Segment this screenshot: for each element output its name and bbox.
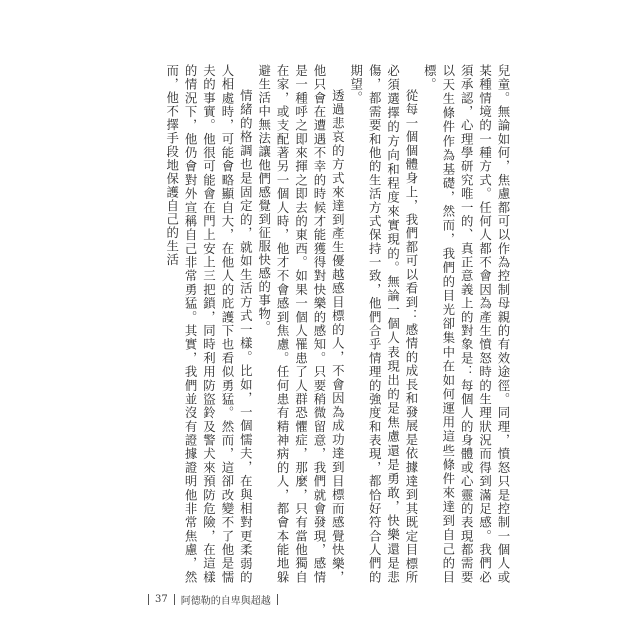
vertical-text-body bbox=[162, 64, 512, 584]
footer-divider-left bbox=[148, 594, 149, 605]
paragraph-3: 透過悲哀的方式來達到產生優越感目標的人，不會因為成功達到目標而感覺快樂，他只會在遭遇不幸的時候才能獲得對快樂的感知。只要稍微留意，我們就會發現，感情是一種呼之即來揮之即去的東西。如果一個人罹患了人群恐懼症，那麼，只有當他獨自在家，或支配著另一個人時，他才不會感到焦慮。任何患有精神病的人，都會本能地躲避生活中無法讓他們感覺到征服快感的事物。 bbox=[256, 64, 346, 584]
paragraph-4: 情緒的格調也是固定的，就如生活方式一樣。比如，一個懦夫，在與相對更柔弱的人相處時，可能會略顯自大，在他人的庇護下也看似勇猛。然而，這卻改變不了他是懦夫的事實。他很可能會在門上安上三把鎖，同時利用防盜鈴及警犬來預防危險，在這樣的情況下，他仍會對外宣稱自己非常勇猛。其實，我們並沒有證據證明他非常焦慮，然而，他不擇手段地保護自己的生活 bbox=[164, 64, 254, 584]
footer-divider-right bbox=[277, 594, 278, 605]
page-number: 37 bbox=[155, 594, 168, 605]
paragraph-2: 從每一個個體身上，我們都可以看到：感情的成長和發展是依據達到其既定目標所必須選擇的方向和程度來實現的。無論一個人表現出的是焦慮還是勇敢，快樂還是悲傷，都需要和他的生活方式保持一致，他們合乎情理的強度和表現，都恰好符合人們的期望。 bbox=[348, 64, 419, 584]
book-title: 阿德勒的自卑與超越 bbox=[180, 596, 271, 607]
footer-divider-middle bbox=[174, 594, 175, 605]
page-footer bbox=[148, 592, 278, 607]
paragraph-1: 兒童。無論如何，焦慮都可以作為控制母親的有效途徑。同理，憤怒只是控制一個人或某種情境的一種方式。任何人都不會因為產生憤怒時的生理狀況而得到滿足感。我們必須承認，心理學研究唯一的、真正意義上的對象是：每個人的身體或心靈的表現都需要以天生條件作為基礎，然而，我們的目光卻集中在如何運用這些條件來達到自己的目標。 bbox=[422, 64, 511, 584]
